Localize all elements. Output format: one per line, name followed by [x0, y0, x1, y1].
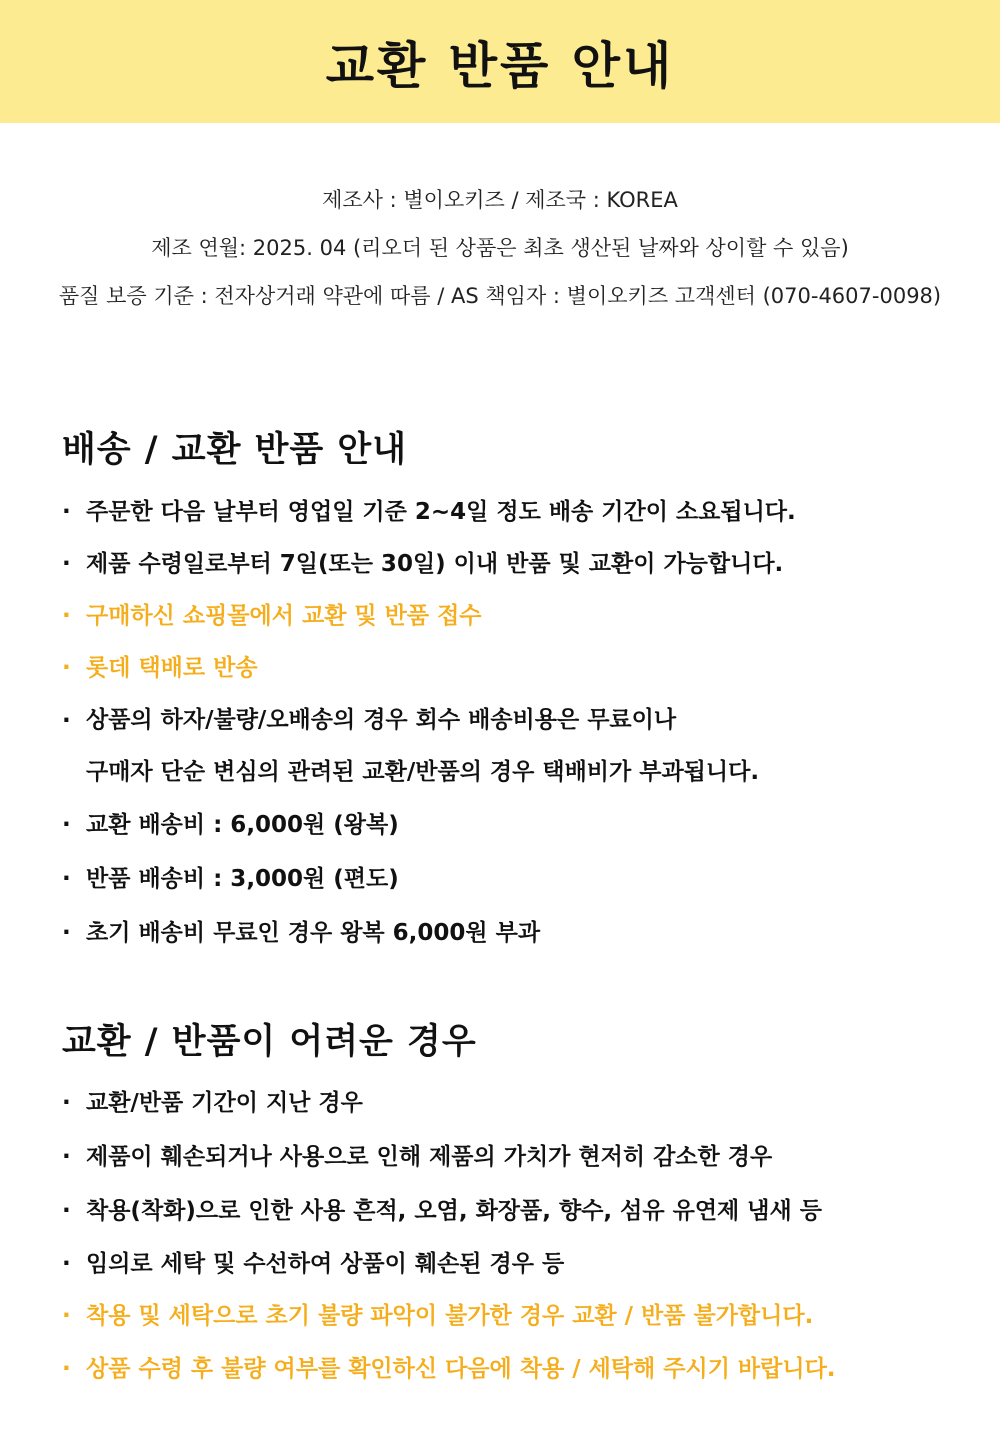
list-item-line: 상품의 하자/불량/오배송의 경우 회수 배송비용은 무료이나: [86, 707, 677, 733]
bullet-icon: ·: [62, 812, 71, 838]
restrictions-list: [62, 1076, 982, 1396]
bullet-icon: ·: [62, 866, 71, 892]
bullet-icon: ·: [62, 1198, 71, 1224]
bullet-icon: ·: [62, 1090, 71, 1116]
list-item: [62, 906, 982, 960]
list-item: [62, 798, 982, 852]
list-item: [62, 694, 982, 798]
shipping-section-title: 배송 / 교환 반품 안내: [62, 430, 408, 470]
bullet-icon: ·: [62, 1303, 71, 1329]
list-item-text: 착용 및 세탁으로 초기 불량 파악이 불가한 경우 교환 / 반품 불가합니다.: [86, 1303, 814, 1329]
manufacturer-line: 제조사 : 별이오키즈 / 제조국 : KOREA: [322, 188, 678, 212]
exchange-restrictions-section: [62, 1012, 982, 1396]
list-item-text: 초기 배송비 무료인 경우 왕복 6,000원 부과: [86, 920, 541, 946]
quality-guarantee-line: 품질 보증 기준 : 전자상거래 약관에 따름 / AS 책임자 : 별이오키즈 고객센터 (070-4607-0098): [58, 284, 942, 308]
list-item: [62, 1238, 982, 1290]
list-item: [62, 590, 982, 642]
list-item-text: 교환/반품 기간이 지난 경우: [86, 1090, 363, 1116]
list-item-line: 구매자 단순 변심의 관려된 교환/반품의 경우 택배비가 부과됩니다.: [86, 759, 760, 785]
header-banner: [0, 0, 1000, 123]
page-title: 교환 반품 안내: [325, 36, 675, 95]
manufacture-date-line: 제조 연월: 2025. 04 (리오더 된 상품은 최초 생산된 날짜와 상이할 수 있음): [151, 236, 849, 260]
restrictions-section-title: 교환 / 반품이 어려운 경우: [62, 1022, 477, 1062]
list-item-text: 임의로 세탁 및 수선하여 상품이 훼손된 경우 등: [86, 1251, 565, 1277]
list-item-text: 착용(착화)으로 인한 사용 흔적, 오염, 화장품, 향수, 섬유 유연제 냄새 등: [86, 1198, 822, 1224]
list-item: [62, 1130, 982, 1184]
bullet-icon: ·: [62, 499, 71, 525]
shipping-exchange-section: [62, 420, 982, 960]
bullet-icon: ·: [62, 1251, 71, 1277]
list-item-text: 상품 수령 후 불량 여부를 확인하신 다음에 착용 / 세탁해 주시기 바랍니다.: [86, 1356, 836, 1382]
list-item-text: 롯데 택배로 반송: [86, 655, 258, 681]
list-item-text: 반품 배송비 : 3,000원 (편도): [86, 866, 399, 892]
product-info: [0, 176, 1000, 320]
bullet-icon: ·: [62, 1144, 71, 1170]
list-item: [62, 1184, 982, 1238]
bullet-icon: ·: [62, 551, 71, 577]
list-item: [62, 852, 982, 906]
bullet-icon: ·: [62, 708, 71, 734]
bullet-icon: ·: [62, 603, 71, 629]
list-item: [62, 642, 982, 694]
list-item: [62, 1076, 982, 1130]
bullet-icon: ·: [62, 920, 71, 946]
list-item-text: 주문한 다음 날부터 영업일 기준 2~4일 정도 배송 기간이 소요됩니다.: [86, 499, 796, 525]
list-item-text: 구매하신 쇼핑몰에서 교환 및 반품 접수: [86, 603, 482, 629]
list-item-text: 제품이 훼손되거나 사용으로 인해 제품의 가치가 현저히 감소한 경우: [86, 1144, 773, 1170]
list-item-text: 제품 수령일로부터 7일(또는 30일) 이내 반품 및 교환이 가능합니다.: [86, 551, 784, 577]
bullet-icon: ·: [62, 655, 71, 681]
bullet-icon: ·: [62, 1356, 71, 1382]
list-item: [62, 538, 982, 590]
list-item-text: [86, 694, 759, 798]
list-item: [62, 1342, 982, 1396]
shipping-list: [62, 486, 982, 960]
list-item-text: 교환 배송비 : 6,000원 (왕복): [86, 812, 399, 838]
list-item: [62, 1290, 982, 1342]
list-item: [62, 486, 982, 538]
